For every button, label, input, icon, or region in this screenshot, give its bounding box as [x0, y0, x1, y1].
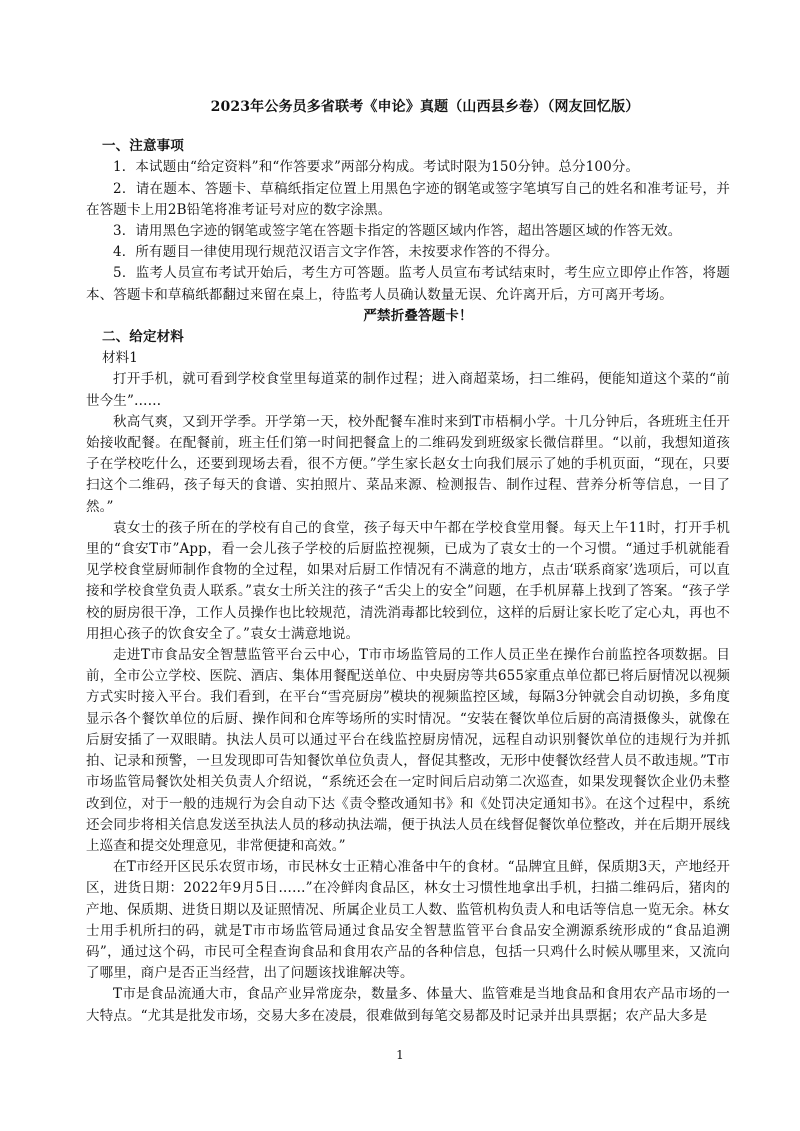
document-body — [86, 97, 730, 1027]
section-heading-notes: 一、注意事项 — [102, 138, 184, 155]
note-item: 4．所有题目一律使用现行规范汉语言文字作答，未按要求作答的不得分。 — [113, 244, 559, 261]
warning-text: 严禁折叠答题卡！ — [363, 307, 473, 324]
note-item: 2．请在题本、答题卡、草稿纸指定位置上用黑色字迹的钢笔或签字笔填写自己的姓名和准考证号，并在答题卡上用2B铅笔将准考证号对应的数字涂黑。 — [86, 180, 730, 218]
page-title: 2023年公务员多省联考《申论》真题（山西县乡卷）（网友回忆版） — [210, 99, 640, 115]
material-paragraph: T市是食品流通大市，食品产业异常庞杂，数量多、体量大、监管难是当地食品和食用农产品市场的一大特点。“尤其是批发市场，交易大多在凌晨，很难做到每笔交易都及时记录并出具票据；农产品大多是 — [86, 986, 730, 1024]
note-item: 5．监考人员宣布考试开始后，考生方可答题。监考人员宣布考试结束时，考生应立即停止作答，将题本、答题卡和草稿纸都翻过来留在桌上，待监考人员确认数量无误、允许离开后，方可离开考场。 — [86, 265, 730, 303]
material-paragraph: 在T市经开区民乐农贸市场，市民林女士正精心准备中午的食材。“品牌宜且鲜，保质期3天，产地经开区，进货日期：2022年9月5日……”在冷鲜肉食品区，林女士习惯性地拿出手机，扫描二维码后，猪肉的产地、保质期、进货日期以及证照情况、所属企业员工人数、监管机构负责人和电话等信息一览无余。林女士用手机所扫的码，就是T市市场监管局通过食品安全智慧监管平台食品安全溯源系统形成的“食品追溯码”，通过这个码，市民可全程查询食品和食用农产品的各种信息，包括一只鸡什么时候从哪里来，又流向了哪里，商户是否正当经营，出了问题该找谁解决等。 — [86, 859, 730, 982]
note-item: 3．请用黑色字迹的钢笔或签字笔在答题卡指定的答题区域内作答，超出答题区域的作答无效。 — [113, 223, 682, 240]
page-number: 1 — [396, 1048, 404, 1062]
material-label: 材料1 — [102, 350, 139, 367]
section-heading-materials: 二、给定材料 — [102, 329, 184, 346]
material-paragraph: 打开手机，就可看到学校食堂里每道菜的制作过程；进入商超菜场，扫二维码，便能知道这个菜的“前世今生”…… — [86, 371, 730, 409]
note-item: 1．本试题由“给定资料”和“作答要求”两部分构成。考试时限为150分钟。总分100分。 — [113, 159, 640, 176]
material-paragraph: 袁女士的孩子所在的学校有自己的食堂，孩子每天中午都在学校食堂用餐。每天上午11时，打开手机里的“食安T市”App，看一会儿孩子学校的后厨监控视频，已成为了袁女士的一个习惯。“通过手机就能看见学校食堂厨师制作食物的全过程，如果对后厨工作情况有不满意的地方，点击‘联系商家’选项后，可以直接和学校食堂负责人联系。”袁女士所关注的孩子“舌尖上的安全”问题，在手机屏幕上找到了答案。“孩子学校的厨房很干净，工作人员操作也比较规范，清洗消毒都比较到位，这样的后厨让家长吃了定心丸，再也不用担心孩子的饮食安全了。”袁女士满意地说。 — [86, 519, 730, 642]
material-paragraph: 走进T市食品安全智慧监管平台云中心，T市市场监管局的工作人员正坐在操作台前监控各项数据。目前，全市公立学校、医院、酒店、集体用餐配送单位、中央厨房等共655家重点单位都已将后厨情况以视频方式实时接入平台。我们看到，在平台“雪亮厨房”模块的视频监控区域，每隔3分钟就会自动切换，多角度显示各个餐饮单位的后厨、操作间和仓库等场所的实时情况。“安装在餐饮单位后厨的高清摄像头，就像在后厨安插了一双眼睛。执法人员可以通过平台在线监控厨房情况，远程自动识别餐饮单位的违规行为并抓拍、记录和预警，一旦发现即可告知餐饮单位负责人，督促其整改，无形中使餐饮经营人员不敢违规。”T市市场监管局餐饮处相关负责人介绍说，“系统还会在一定时间后启动第二次巡查，如果发现餐饮企业仍未整改到位，对于一般的违规行为会自动下达《责令整改通知书》和《处罚决定通知书》。在这个过程中，系统还会同步将相关信息发送至执法人员的移动执法端，便于执法人员在线督促餐饮单位整改，并在后期开展线上巡查和提交处理意见，非常便捷和高效。” — [86, 647, 730, 854]
material-paragraph: 秋高气爽，又到开学季。开学第一天，校外配餐车准时来到T市梧桐小学。十几分钟后，各班班主任开始接收配餐。在配餐前，班主任们第一时间把餐盒上的二维码发到班级家长微信群里。“以前，我想知道孩子在学校吃什么，还要到现场去看，很不方便。”学生家长赵女士向我们展示了她的手机页面，“现在，只要扫这个二维码，孩子每天的食谱、实拍照片、菜品来源、检测报告、制作过程、营养分析等信息，一目了然。” — [86, 413, 730, 515]
